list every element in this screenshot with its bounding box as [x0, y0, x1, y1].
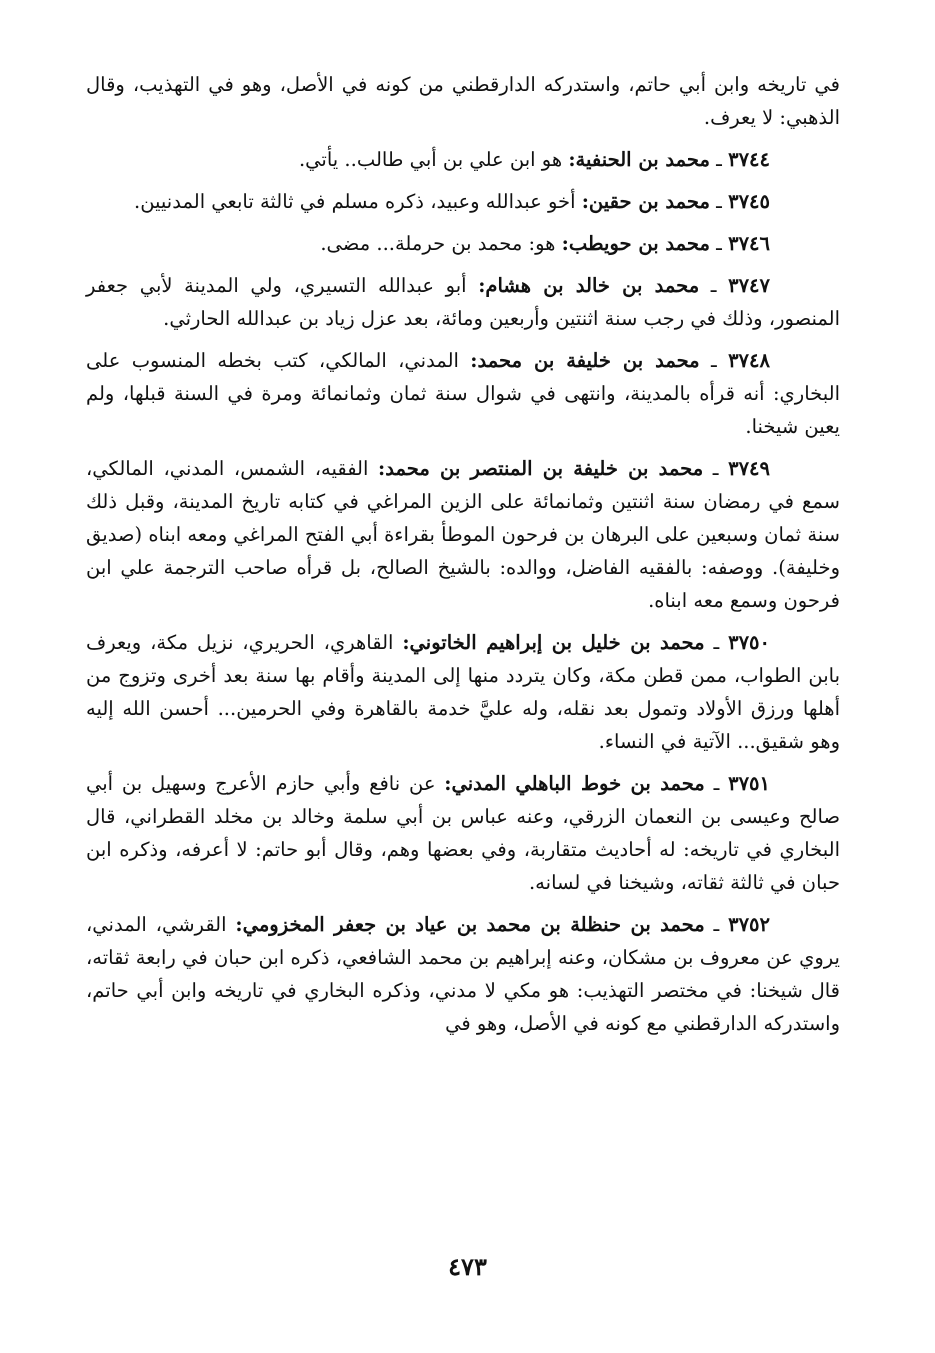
entry-number: ٣٧٥١	[728, 772, 770, 795]
entry-3746: ٣٧٤٦ ـ محمد بن حويطب: هو: محمد بن حرملة... مضى.	[320, 232, 770, 255]
entry-name: محمد بن خليفة بن محمد:	[470, 349, 700, 372]
entry-text: هو ابن علي بن أبي طالب.. يأتي.	[298, 148, 563, 171]
entry-3750: ٣٧٥٠ ـ محمد بن خليل بن إبراهيم الخاتوني: القاهري، الحريري، نزيل مكة، ويعرف بابن الطواب، ممن قطن مكة، وكان يتردد منها إلى المدينة وأقام بها سنة بعد أخرى وتزوج من أهلها ورزق الأولاد وتمول بعد نقله، وله عليَّ خدمة بالقاهرة وفي الحرمين... أحسن الله إليه وهو شقيق... الآتية في النساء.	[86, 631, 840, 753]
entry-3748: ٣٧٤٨ ـ محمد بن خليفة بن محمد: المدني، المالكي، كتب بخطه المنسوب على البخاري: أنه قرأه بالمدينة، وانتهى في شوال سنة ثمان وثمانمائة ومرة في السنة قبلها، ولم يعين شيخنا.	[86, 349, 840, 438]
entry-number: ٣٧٥٠	[728, 631, 771, 654]
entry-number: ٣٧٤٥	[728, 190, 770, 213]
entry-number: ٣٧٥٢	[728, 913, 770, 936]
entry-number: ٣٧٤٤	[728, 148, 770, 171]
entry-number: ٣٧٤٦	[728, 232, 770, 255]
entry-name: محمد بن خليل بن إبراهيم الخاتوني:	[402, 631, 705, 654]
page-text	[86, 68, 840, 1049]
intro-paragraph: في تاريخه وابن أبي حاتم، واستدركه الدارقطني من كونه في الأصل، وهو في التهذيب، وقال الذهبي: لا يعرف.	[86, 73, 840, 129]
entry-text: القاهري، الحريري، نزيل مكة، ويعرف بابن الطواب، ممن قطن مكة، وكان يتردد منها إلى المدينة وأقام بها سنة بعد أخرى وتزوج من أهلها ورزق الأولاد وتمول بعد نقله، وله عليَّ خدمة بالقاهرة وفي الحرمين... أحسن الله إليه وهو شقيق... الآتية في النساء.	[86, 631, 840, 753]
entry-text: الفقيه، الشمس، المدني، المالكي، سمع في رمضان سنة اثنتين وثمانمائة على الزين المراغي في كتابه تاريخ المدينة، وقبل ذلك سنة ثمان وسبعين على البرهان بن فرحون الموطأ بقراءة أبي الفتح المراغي ومعه ابناه (صديق وخليفة). ووصفه: بالفقيه الفاضل، ووالده: بالشيخ الصالح، بل قرأه صاحب الترجمة علي ابن فرحون وسمع معه ابناه.	[86, 457, 840, 612]
entry-text: عن نافع وأبي حازم الأعرج وسهيل بن أبي صالح وعيسى بن النعمان الزرقي، وعنه عباس بن أبي سلمة وخالد بن مخلد القطراني، قال البخاري في تاريخه: له أحاديث متقاربة، وفي بعضها وهم، وقال أبو حاتم: لا أعرفه، وذكره ابن حبان في ثالثة ثقاته، وشيخنا في لسانه.	[86, 772, 840, 894]
entry-3751: ٣٧٥١ ـ محمد بن خوط الباهلي المدني: عن نافع وأبي حازم الأعرج وسهيل بن أبي صالح وعيسى بن النعمان الزرقي، وعنه عباس بن أبي سلمة وخالد بن مخلد القطراني، قال البخاري في تاريخه: له أحاديث متقاربة، وفي بعضها وهم، وقال أبو حاتم: لا أعرفه، وذكره ابن حبان في ثالثة ثقاته، وشيخنا في لسانه.	[86, 772, 840, 894]
entry-3745: ٣٧٤٥ ـ محمد بن حقين: أخو عبدالله وعبيد، ذكره مسلم في ثالثة تابعي المدنيين.	[134, 190, 770, 213]
entry-3744: ٣٧٤٤ ـ محمد بن الحنفية: هو ابن علي بن أبي طالب.. يأتي.	[298, 148, 770, 171]
entry-number: ٣٧٤٧	[728, 274, 770, 297]
entry-text: أبو عبدالله التسيري، ولي المدينة لأبي جعفر المنصور، وذلك في رجب سنة اثنتين وأربعين ومائة، بعد عزل زياد بن عبدالله الحارثي.	[86, 274, 840, 330]
page-number: ٤٧٣	[448, 1252, 487, 1281]
entry-3752: ٣٧٥٢ ـ محمد بن حنظلة بن محمد بن عياد بن جعفر المخزومي: القرشي، المدني، يروي عن معروف بن مشكان، وعنه إبراهيم بن محمد الشافعي، ذكره ابن حبان في رابعة ثقاته، قال شيخنا: في مختصر التهذيب: هو مكي لا مدني، وذكره البخاري في تاريخه وابن أبي حاتم، واستدركه الدارقطني مع كونه في الأصل، وهو في	[86, 913, 840, 1035]
entry-name: محمد بن حويطب:	[561, 232, 710, 255]
entry-name: محمد بن الحنفية:	[568, 148, 710, 171]
entry-3747: ٣٧٤٧ ـ محمد بن خالد بن هشام: أبو عبدالله التسيري، ولي المدينة لأبي جعفر المنصور، وذلك في رجب سنة اثنتين وأربعين ومائة، بعد عزل زياد بن عبدالله الحارثي.	[86, 274, 840, 330]
entry-number: ٣٧٤٩	[728, 457, 771, 480]
entry-3749: ٣٧٤٩ ـ محمد بن خليفة بن المنتصر بن محمد: الفقيه، الشمس، المدني، المالكي، سمع في رمضان سنة اثنتين وثمانمائة على الزين المراغي في كتابه تاريخ المدينة، وقبل ذلك سنة ثمان وسبعين على البرهان بن فرحون الموطأ بقراءة أبي الفتح المراغي ومعه ابناه (صديق وخليفة). ووصفه: بالفقيه الفاضل، ووالده: بالشيخ الصالح، بل قرأه صاحب الترجمة علي ابن فرحون وسمع معه ابناه.	[86, 457, 840, 612]
entry-text: المدني، المالكي، كتب بخطه المنسوب على البخاري: أنه قرأه بالمدينة، وانتهى في شوال سنة ثمان وثمانمائة ومرة في السنة قبلها، ولم يعين شيخنا.	[86, 349, 840, 438]
entry-text: أخو عبدالله وعبيد، ذكره مسلم في ثالثة تابعي المدنيين.	[134, 190, 576, 213]
entry-name: محمد بن خوط الباهلي المدني:	[444, 772, 705, 795]
entry-name: محمد بن خليفة بن المنتصر بن محمد:	[378, 457, 704, 480]
entry-name: محمد بن حقين:	[581, 190, 710, 213]
entry-number: ٣٧٤٨	[728, 349, 770, 372]
entry-text: القرشي، المدني، يروي عن معروف بن مشكان، وعنه إبراهيم بن محمد الشافعي، ذكره ابن حبان في رابعة ثقاته، قال شيخنا: في مختصر التهذيب: هو مكي لا مدني، وذكره البخاري في تاريخه وابن أبي حاتم، واستدركه الدارقطني مع كونه في الأصل، وهو في	[86, 913, 840, 1035]
entry-name: محمد بن خالد بن هشام:	[478, 274, 700, 297]
entry-text: هو: محمد بن حرملة... مضى.	[320, 232, 556, 255]
entry-name: محمد بن حنظلة بن محمد بن عياد بن جعفر المخزومي:	[235, 913, 705, 936]
